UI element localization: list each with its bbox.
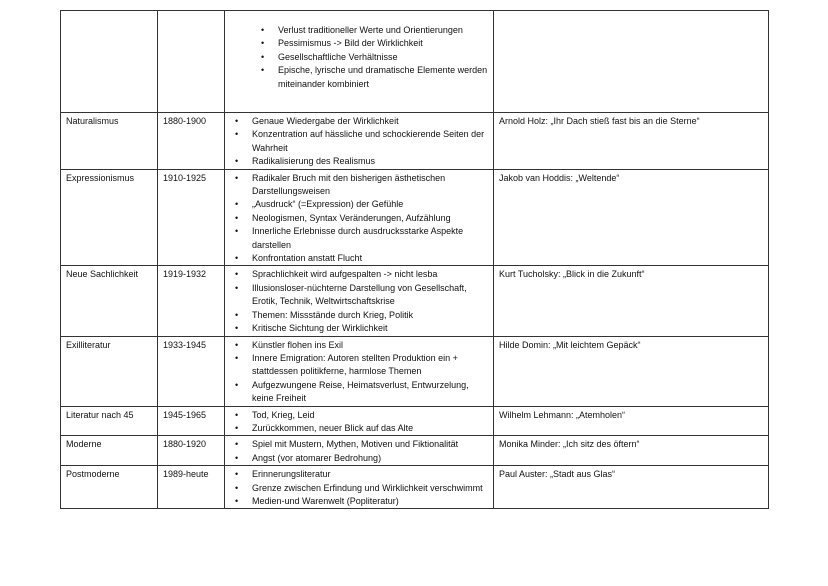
table-row: [61, 436, 769, 466]
example-cell: Hilde Domin: „Mit leichtem Gepäck“: [494, 336, 769, 406]
feature-item: • Konfrontation anstatt Flucht: [252, 252, 489, 265]
example-cell: Wilhelm Lehmann: „Atemholen“: [494, 406, 769, 436]
feature-list: [230, 172, 489, 266]
feature-list: [230, 339, 489, 406]
epoch-cell: Exilliteratur: [61, 336, 158, 406]
example-cell: Jakob van Hoddis: „Weltende“: [494, 169, 769, 266]
feature-item: • Neologismen, Syntax Veränderungen, Aufzählung: [252, 212, 489, 225]
feature-item: • Grenze zwischen Erfindung und Wirklichkeit verschwimmt: [252, 482, 489, 495]
epoch-cell: Neue Sachlichkeit: [61, 266, 158, 336]
feature-item: • Aufgezwungene Reise, Heimatsverlust, Entwurzelung, keine Freiheit: [252, 379, 489, 406]
feature-list: [230, 468, 489, 508]
period-cell: 1945-1965: [158, 406, 225, 436]
epoch-cell: Moderne: [61, 436, 158, 466]
feature-item: • Erinnerungsliteratur: [252, 468, 489, 481]
table-row: [61, 11, 769, 113]
feature-list: [230, 438, 489, 465]
feature-item: • Themen: Missstände durch Krieg, Politik: [252, 309, 489, 322]
table-body: [61, 11, 769, 509]
feature-item: • Sprachlichkeit wird aufgespalten -> nicht lesba: [252, 268, 489, 281]
feature-item: • Verlust traditioneller Werte und Orientierungen: [278, 24, 489, 37]
features-cell: [225, 406, 494, 436]
period-cell: 1880-1900: [158, 113, 225, 170]
feature-item: • Pessimismus -> Bild der Wirklichkeit: [278, 37, 489, 50]
example-cell: Paul Auster: „Stadt aus Glas“: [494, 466, 769, 509]
features-cell: [225, 169, 494, 266]
feature-list: [230, 409, 489, 436]
features-cell: [225, 466, 494, 509]
feature-list: [230, 24, 489, 91]
table-row: [61, 406, 769, 436]
feature-item: • Tod, Krieg, Leid: [252, 409, 489, 422]
literary-epochs-table: [60, 10, 769, 509]
feature-list: [230, 115, 489, 169]
feature-item: • Genaue Wiedergabe der Wirklichkeit: [252, 115, 489, 128]
features-cell: [225, 436, 494, 466]
epoch-cell: Literatur nach 45: [61, 406, 158, 436]
feature-item: • Innere Emigration: Autoren stellten Produktion ein + stattdessen politikferne, harmlose Themen: [252, 352, 489, 379]
feature-item: • Radikalisierung des Realismus: [252, 155, 489, 168]
table-row: [61, 466, 769, 509]
feature-item: • Innerliche Erlebnisse durch ausdrucksstarke Aspekte darstellen: [252, 225, 489, 252]
example-cell: Arnold Holz: „Ihr Dach stieß fast bis an die Sterne“: [494, 113, 769, 170]
features-cell: [225, 336, 494, 406]
epoch-cell: [61, 11, 158, 113]
period-cell: 1933-1945: [158, 336, 225, 406]
feature-item: • Illusionsloser-nüchterne Darstellung von Gesellschaft, Erotik, Technik, Weltwirtschaftskrise: [252, 282, 489, 309]
epoch-cell: Expressionismus: [61, 169, 158, 266]
example-cell: [494, 11, 769, 113]
epoch-cell: Postmoderne: [61, 466, 158, 509]
feature-item: • Kritische Sichtung der Wirklichkeit: [252, 322, 489, 335]
period-cell: 1919-1932: [158, 266, 225, 336]
feature-item: • Spiel mit Mustern, Mythen, Motiven und Fiktionalität: [252, 438, 489, 451]
table-row: [61, 113, 769, 170]
feature-item: • Künstler flohen ins Exil: [252, 339, 489, 352]
feature-item: • Radikaler Bruch mit den bisherigen ästhetischen Darstellungsweisen: [252, 172, 489, 199]
table-row: [61, 336, 769, 406]
feature-list: [230, 268, 489, 335]
table-row: [61, 266, 769, 336]
period-cell: 1910-1925: [158, 169, 225, 266]
feature-item: • Zurückkommen, neuer Blick auf das Alte: [252, 422, 489, 435]
epoch-cell: Naturalismus: [61, 113, 158, 170]
period-cell: 1989-heute: [158, 466, 225, 509]
feature-item: • Konzentration auf hässliche und schockierende Seiten der Wahrheit: [252, 128, 489, 155]
feature-item: • Gesellschaftliche Verhältnisse: [278, 51, 489, 64]
table-row: [61, 169, 769, 266]
feature-item: • Epische, lyrische und dramatische Elemente werden miteinander kombiniert: [278, 64, 489, 91]
period-cell: [158, 11, 225, 113]
example-cell: Kurt Tucholsky: „Blick in die Zukunft“: [494, 266, 769, 336]
features-cell: [225, 113, 494, 170]
features-cell: [225, 11, 494, 113]
feature-item: • Angst (vor atomarer Bedrohung): [252, 452, 489, 465]
example-cell: Monika Minder: „Ich sitz des öftern“: [494, 436, 769, 466]
feature-item: • Medien-und Warenwelt (Popliteratur): [252, 495, 489, 508]
feature-item: • „Ausdruck“ (=Expression) der Gefühle: [252, 198, 489, 211]
features-cell: [225, 266, 494, 336]
period-cell: 1880-1920: [158, 436, 225, 466]
